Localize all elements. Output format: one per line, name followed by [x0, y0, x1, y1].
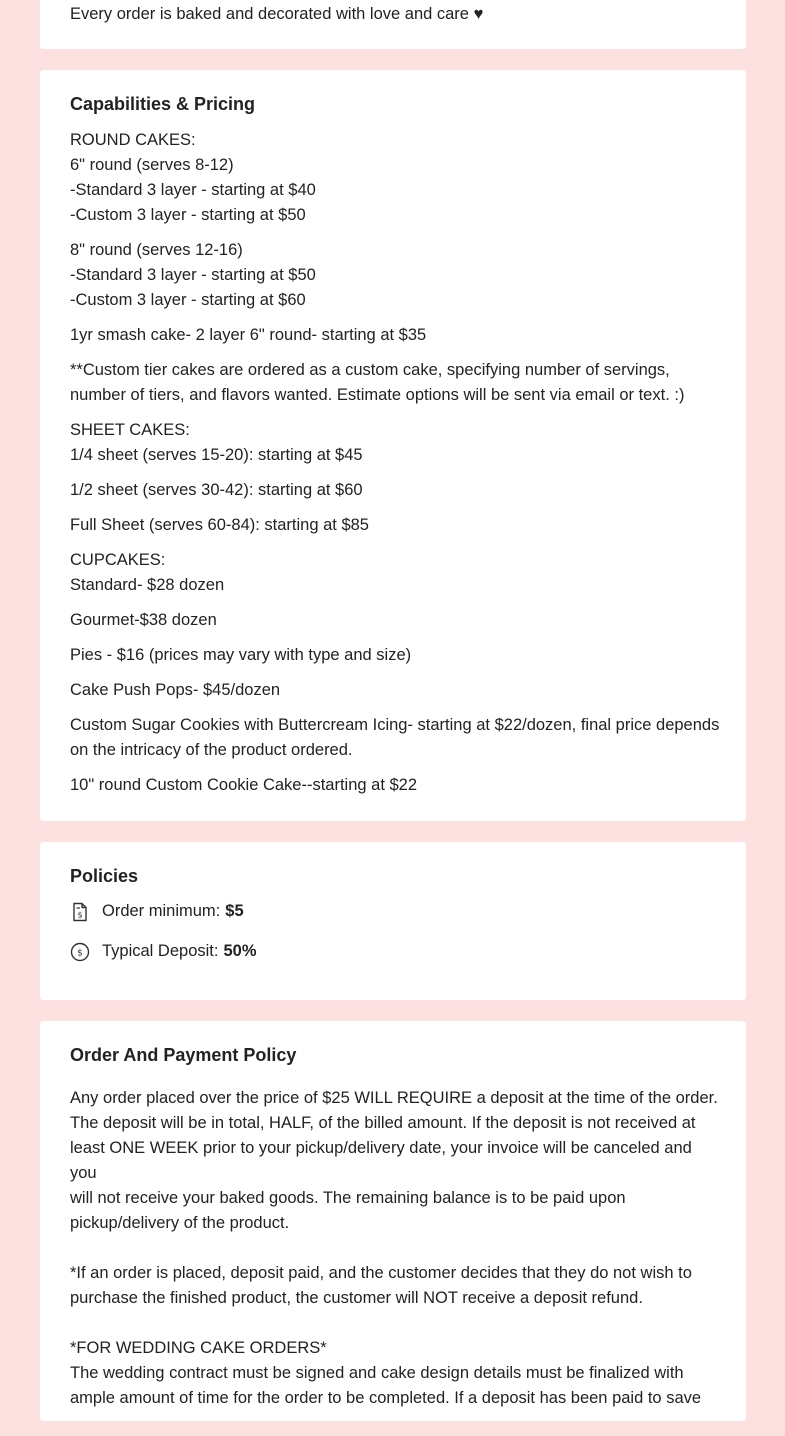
pricing-block: CUPCAKES: Standard- $28 dozen [70, 551, 225, 594]
pricing-block: Custom Sugar Cookies with Buttercream Icing- starting at $22/dozen, final price depends on the intricacy of the product ordered. [70, 716, 720, 759]
policy-typical-deposit [70, 939, 257, 964]
policy-order-minimum [70, 899, 244, 924]
order-policy-title: Order And Payment Policy [70, 1045, 297, 1065]
pricing-block: **Custom tier cakes are ordered as a custom cake, specifying number of servings, number of tiers, and flavors wanted. Estimate options will be sent via email or text. :) [70, 361, 685, 404]
pricing-block: SHEET CAKES: 1/4 sheet (serves 15-20): starting at $45 [70, 421, 363, 464]
pricing-title: Capabilities & Pricing [70, 94, 256, 114]
order-policy-paragraph: Any order placed over the price of $25 WILL REQUIRE a deposit at the time of the order. The deposit will be in total, HALF, of the billed amount. If the deposit is not received at least ONE WEEK prior to your pickup/delivery date, your invoice will be canceled and you will not receive your baked goods. The remaining balance is to be paid upon pickup/delivery of the product. [70, 1089, 718, 1232]
policy-value: $5 [225, 902, 244, 920]
pricing-block: Gourmet-$38 dozen [70, 611, 217, 629]
pricing-card [40, 70, 746, 821]
pricing-block: Cake Push Pops- $45/dozen [70, 681, 281, 699]
order-policy-body [70, 1086, 720, 1436]
receipt-dollar-icon [70, 902, 90, 922]
policy-value: 50% [223, 942, 257, 960]
policies-card [40, 842, 746, 1000]
order-policy-paragraph: *If an order is placed, deposit paid, and the customer decides that they do not wish to purchase the finished product, the customer will NOT receive a deposit refund. [70, 1264, 692, 1307]
policies-title: Policies [70, 866, 139, 886]
pricing-block: Pies - $16 (prices may vary with type and size) [70, 646, 412, 664]
pricing-block: 8" round (serves 12-16) -Standard 3 layer - starting at $50 -Custom 3 layer - starting at $60 [70, 241, 316, 309]
svg-text:$: $ [77, 910, 83, 919]
pricing-block: ROUND CAKES: 6" round (serves 8-12) -Standard 3 layer - starting at $40 -Custom 3 layer - starting at $50 [70, 131, 316, 224]
order-policy-card [40, 1021, 746, 1421]
intro-card [40, 0, 746, 49]
policy-label: Typical Deposit: [102, 942, 219, 960]
dollar-circle-icon [70, 942, 90, 962]
pricing-list [70, 128, 720, 808]
svg-text:$: $ [77, 948, 83, 958]
order-policy-paragraph: *FOR WEDDING CAKE ORDERS* The wedding contract must be signed and cake design details must be finalized with ample amount of time for the order to be completed. If a deposit has been paid to save [70, 1339, 702, 1407]
pricing-block: 1yr smash cake- 2 layer 6" round- starting at $35 [70, 326, 427, 344]
intro-text: Every order is baked and decorated with love and care ♥ [70, 5, 484, 23]
policy-label: Order minimum: [102, 902, 221, 920]
pricing-block: 1/2 sheet (serves 30-42): starting at $60 [70, 481, 363, 499]
pricing-block: Full Sheet (serves 60-84): starting at $85 [70, 516, 369, 534]
pricing-block: 10" round Custom Cookie Cake--starting at $22 [70, 776, 418, 794]
